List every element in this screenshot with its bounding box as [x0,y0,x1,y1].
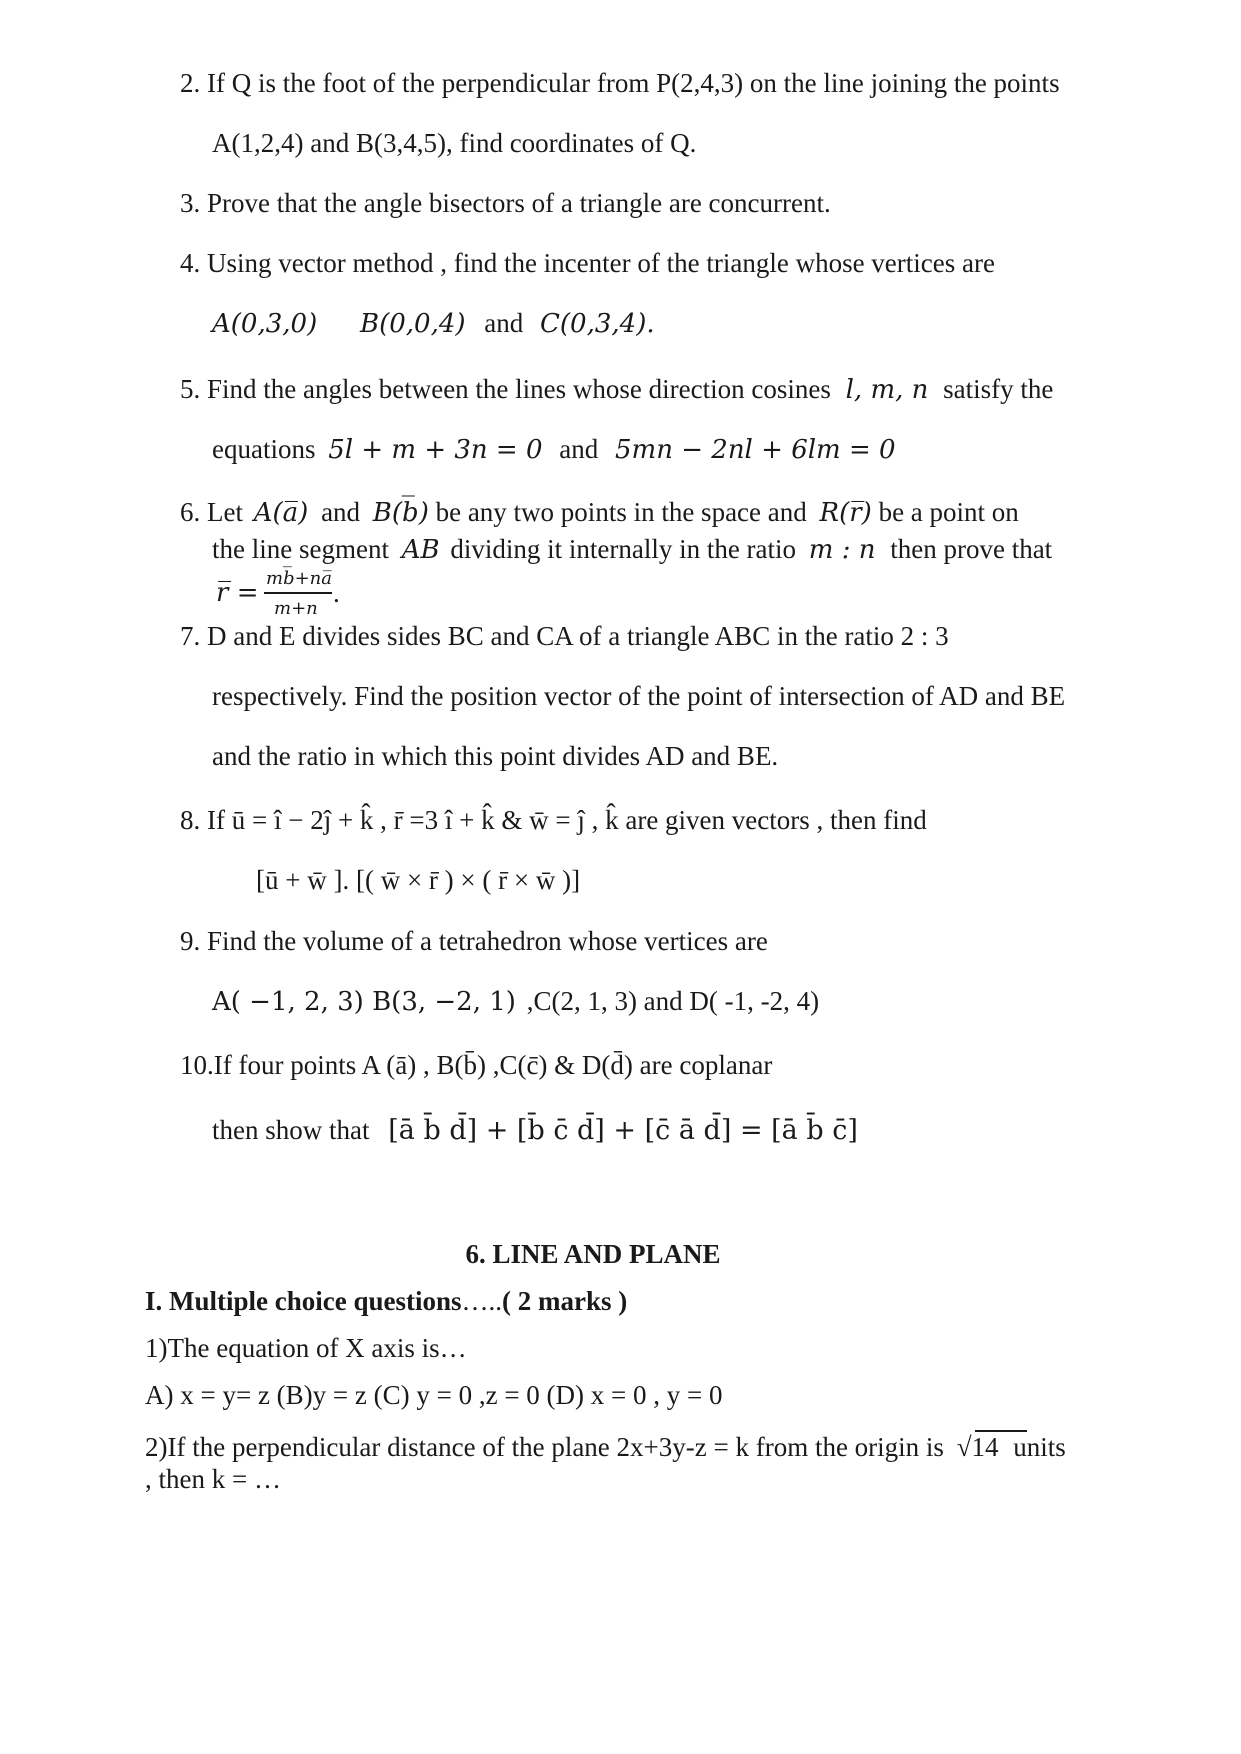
mcq-q2-text-a: 2)If the perpendicular distance of the plane 2x+3y-z = k from the origin is [145,1432,944,1462]
q6-period: . [333,578,340,608]
mcq-heading-marks: ( 2 marks ) [502,1286,628,1316]
q10-line2 [212,1117,858,1144]
q6-formula-lhs: r̅ = [216,578,259,608]
mcq-heading-title: I. Multiple choice questions [145,1286,462,1316]
q4-line1: 4. Using vector method , find the incenter of the triangle whose vertices are [180,248,995,278]
q5-text-a: 5. Find the angles between the lines whose direction cosines [180,374,831,404]
mcq-q2-sqrt-bar [975,1430,1027,1432]
q5-and: and [559,434,599,464]
q6-segment-ab: AB [401,535,440,565]
q6-text-e: dividing it internally in the ratio [450,534,797,564]
q7-line2: respectively. Find the position vector of the point of intersection of AD and BE [212,681,1066,711]
mcq-q2-sqrt-value: √14 [956,1432,999,1462]
q2-line1: 2. If Q is the foot of the perpendicular from P(2,4,3) on the line joining the points [180,68,1060,98]
q7-line1: 7. D and E divides sides BC and CA of a triangle ABC in the ratio 2 : 3 [180,621,949,651]
q9-line2 [212,988,819,1015]
q6-let: 6. Let [180,497,243,527]
q6-point-r: R(r̅) [819,498,872,528]
q6-formula-numerator: mb̅+na̅ [266,568,332,589]
q10-identity: [ā b̄ d̄] + [b̄ c̄ d̄] + [c̄ ā d̄] = [ā b̄ c̄] [388,1115,858,1146]
q4-and: and [484,308,524,338]
q6-ratio: m : n [808,535,876,565]
q5-equation-1: 5l + m + 3n = 0 [328,435,543,465]
q5-direction-cosines: l, m, n [845,375,929,405]
q9-vertices-math: A( −1, 2, 3) B(3, −2, 1) [212,987,516,1017]
q5-equations-label: equations [212,434,316,464]
q8-line2: [ū + w̄ ]. [( w̄ × r̄ ) × ( r̄ × w̄ )] [256,865,581,895]
mcq-heading [145,1288,627,1315]
q4-vertex-c: C(0,3,4). [540,309,655,339]
mcq-heading-dots: ….. [461,1286,503,1316]
q9-vertices-rest: ,C(2, 1, 3) and D( -1, -2, 4) [526,986,820,1016]
q4-vertex-a: A(0,3,0) [212,309,318,339]
mcq-q1-options: A) x = y= z (B)y = z (C) y = 0 ,z = 0 (D) x = 0 , y = 0 [145,1380,723,1410]
q5-text-b: satisfy the [943,374,1054,404]
q6-line2 [212,536,1052,563]
q10-line1: 10.If four points A (ā) , B(b̄) ,C(c̄) & D(d̄) are coplanar [180,1050,773,1080]
q8-line1: 8. If ū = î − 2ĵ + k̂ , r̄ =3 î + k̂ & w̄ = ĵ , k̂ are given vectors , then find [180,805,927,835]
mcq-q2-text-b: units [1013,1432,1066,1462]
q3-line1: 3. Prove that the angle bisectors of a triangle are concurrent. [180,188,831,218]
q6-point-a: A(a̅) [253,498,309,528]
q6-text-b: be any two points in the space and [435,497,807,527]
q4-vertex-b: B(0,0,4) [359,309,466,339]
q6-line1 [180,499,1019,526]
q9-line1: 9. Find the volume of a tetrahedron whose vertices are [180,926,768,956]
q5-line1 [180,376,1053,403]
q6-text-d: the line segment [212,534,389,564]
q6-fraction-bar [264,592,332,594]
q5-equation-2: 5mn − 2nl + 6lm = 0 [615,435,896,465]
mcq-q2-line1 [145,1434,1066,1461]
q6-and: and [321,497,361,527]
q5-line2 [212,436,896,463]
q10-show-that: then show that [212,1115,370,1145]
q4-vertices [212,310,655,337]
q7-line3: and the ratio in which this point divides AD and BE. [212,741,779,771]
q6-point-b: B(b̅) [372,498,429,528]
q2-line2: A(1,2,4) and B(3,4,5), find coordinates of Q. [212,128,697,158]
mcq-q2-sqrt [957,1432,999,1462]
mcq-q1: 1)The equation of X axis is… [145,1333,467,1363]
mcq-q2-line2: , then k = … [145,1464,281,1494]
q6-text-c: be a point on [878,497,1019,527]
section-title: 6. LINE AND PLANE [465,1239,721,1269]
q6-text-f: then prove that [890,534,1053,564]
q6-formula-denominator: m+n [274,598,318,619]
